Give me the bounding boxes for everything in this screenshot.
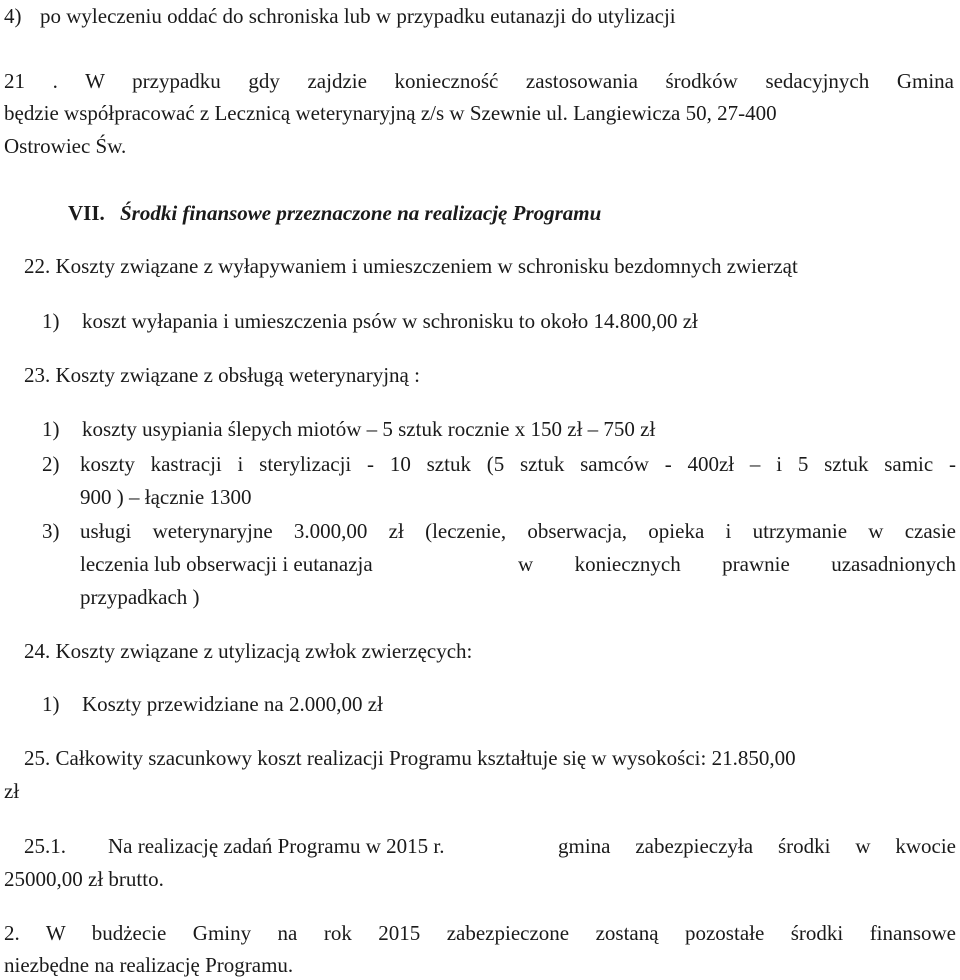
paragraph-2-line-2: niezbędne na realizację Programu. [4, 953, 294, 977]
paragraph-23-item-3-line-1: usługi weterynaryjne 3.000,00 zł (leczenie, obserwacja, opieka i utrzymanie w czasie [80, 519, 956, 543]
list-item-text: koszt wyłapania i umieszczenia psów w schronisku to około 14.800,00 zł [82, 309, 698, 333]
paragraph-23-item-3-number: 3) [42, 519, 60, 543]
paragraph-23-item-3-line-3: przypadkach ) [80, 585, 200, 609]
list-item-text: koszty usypiania ślepych miotów – 5 sztuk rocznie x 150 zł – 750 zł [82, 417, 656, 441]
paragraph-2-line-1: 2. W budżecie Gminy na rok 2015 zabezpieczone zostaną pozostałe środki finansowe [4, 921, 956, 945]
paragraph-21-line-3: Ostrowiec Św. [4, 134, 127, 158]
list-item-number: 1) [42, 309, 60, 333]
paragraph-21-line-1: 21 . W przypadku gdy zajdzie konieczność zastosowania środków sedacyjnych Gmina [4, 69, 954, 93]
list-item-number: 1) [42, 417, 60, 441]
paragraph-23-heading: 23. Koszty związane z obsługą weterynaryjną : [24, 363, 420, 387]
paragraph-21-line-2: będzie współpracować z Lecznicą weterynaryjną z/s w Szewnie ul. Langiewicza 50, 27-400 [4, 101, 777, 125]
section-title: Środki finansowe przeznaczone na realizację Programu [120, 201, 602, 225]
list-item-number: 1) [42, 692, 60, 716]
paragraph-22-heading: 22. Koszty związane z wyłapywaniem i umieszczeniem w schronisku bezdomnych zwierząt [24, 254, 798, 278]
paragraph-25-1-number: 25.1. [24, 834, 66, 858]
paragraph-25-line-2: zł [4, 779, 20, 803]
paragraph-23-item-2-line-2: 900 ) – łącznie 1300 [80, 485, 252, 509]
list-item-number: 4) [4, 4, 22, 28]
line-right-part: w koniecznych prawnie uzasadnionych [518, 552, 956, 576]
paragraph-23-item-2-line-1: koszty kastracji i sterylizacji - 10 sztuk (5 sztuk samców - 400zł – i 5 sztuk samic - [80, 452, 956, 476]
paragraph-25-1-line-1-left: Na realizację zadań Programu w 2015 r. [108, 834, 445, 858]
paragraph-24-item-1 [42, 691, 383, 717]
section-number: VII. [68, 201, 105, 225]
paragraph-23-item-2-number: 2) [42, 452, 60, 476]
paragraph-22-item-1 [42, 308, 698, 334]
paragraph-25-1-line-2: 25000,00 zł brutto. [4, 867, 164, 891]
paragraph-25-line-1: 25. Całkowity szacunkowy koszt realizacji Programu kształtuje się w wysokości: 21.850,00 [24, 746, 796, 770]
paragraph-24-heading: 24. Koszty związane z utylizacją zwłok zwierzęcych: [24, 639, 473, 663]
list-item-text: po wyleczeniu oddać do schroniska lub w przypadku eutanazji do utylizacji [40, 4, 676, 28]
line-left-part: leczenia lub obserwacji i eutanazja [80, 552, 373, 576]
paragraph-25-1-line-1-right: gmina zabezpieczyła środki w kwocie [558, 834, 956, 858]
list-item-4 [4, 3, 676, 29]
list-item-text: Koszty przewidziane na 2.000,00 zł [82, 692, 383, 716]
paragraph-23-item-1 [42, 416, 655, 442]
